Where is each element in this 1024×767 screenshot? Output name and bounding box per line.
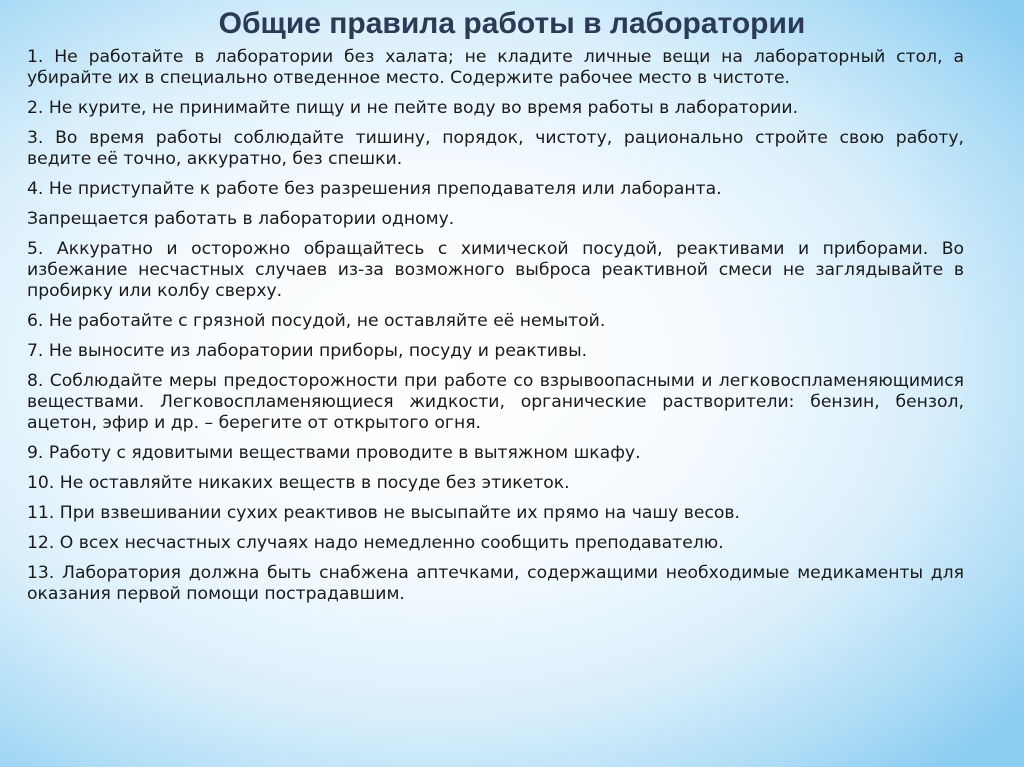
rule-11: 11. При взвешивании сухих реактивов не высыпайте их прямо на чашу весов.	[27, 503, 741, 523]
rule-3: 3. Во время работы соблюдайте тишину, порядок, чистоту, рационально стройте свою работу, ведите её точно, аккуратно, без спешки.	[27, 128, 964, 169]
rule-2: 2. Не курите, не принимайте пищу и не пейте воду во время работы в лаборатории.	[27, 98, 799, 118]
rule-9: 9. Работу с ядовитыми веществами проводите в вытяжном шкафу.	[27, 443, 641, 463]
rules-list	[27, 47, 964, 614]
slide-title: Общие правила работы в лаборатории	[218, 7, 806, 40]
rule-12: 12. О всех несчастных случаях надо немедленно сообщить преподавателю.	[27, 533, 724, 553]
rule-1: 1. Не работайте в лаборатории без халата; не кладите личные вещи на лабораторный стол, а убирайте их в специально отведенное место. Содержите рабочее место в чистоте.	[27, 47, 964, 88]
rule-4: 4. Не приступайте к работе без разрешения преподавателя или лаборанта.	[27, 179, 722, 199]
rule-8: 8. Соблюдайте меры предосторожности при работе со взрывоопасными и легковоспламеняющимися веществами. Легковоспламеняющиеся жидкости, органические растворители: бензин, бензол, ацетон, эфир и др. – берегите от открытого огня.	[27, 371, 964, 433]
rule-5: 5. Аккуратно и осторожно обращайтесь с химической посудой, реактивами и приборами. Во избежание несчастных случаев из-за возможного выброса реактивной смеси не заглядывайте в пробирку или колбу сверху.	[27, 239, 964, 301]
rule-4-note: Запрещается работать в лаборатории одному.	[27, 209, 455, 229]
rule-13: 13. Лаборатория должна быть снабжена аптечками, содержащими необходимые медикаменты для оказания первой помощи пострадавшим.	[27, 563, 964, 604]
rule-7: 7. Не выносите из лаборатории приборы, посуду и реактивы.	[27, 341, 588, 361]
rule-10: 10. Не оставляйте никаких веществ в посуде без этикеток.	[27, 473, 570, 493]
rule-6: 6. Не работайте с грязной посудой, не оставляйте её немытой.	[27, 311, 606, 331]
